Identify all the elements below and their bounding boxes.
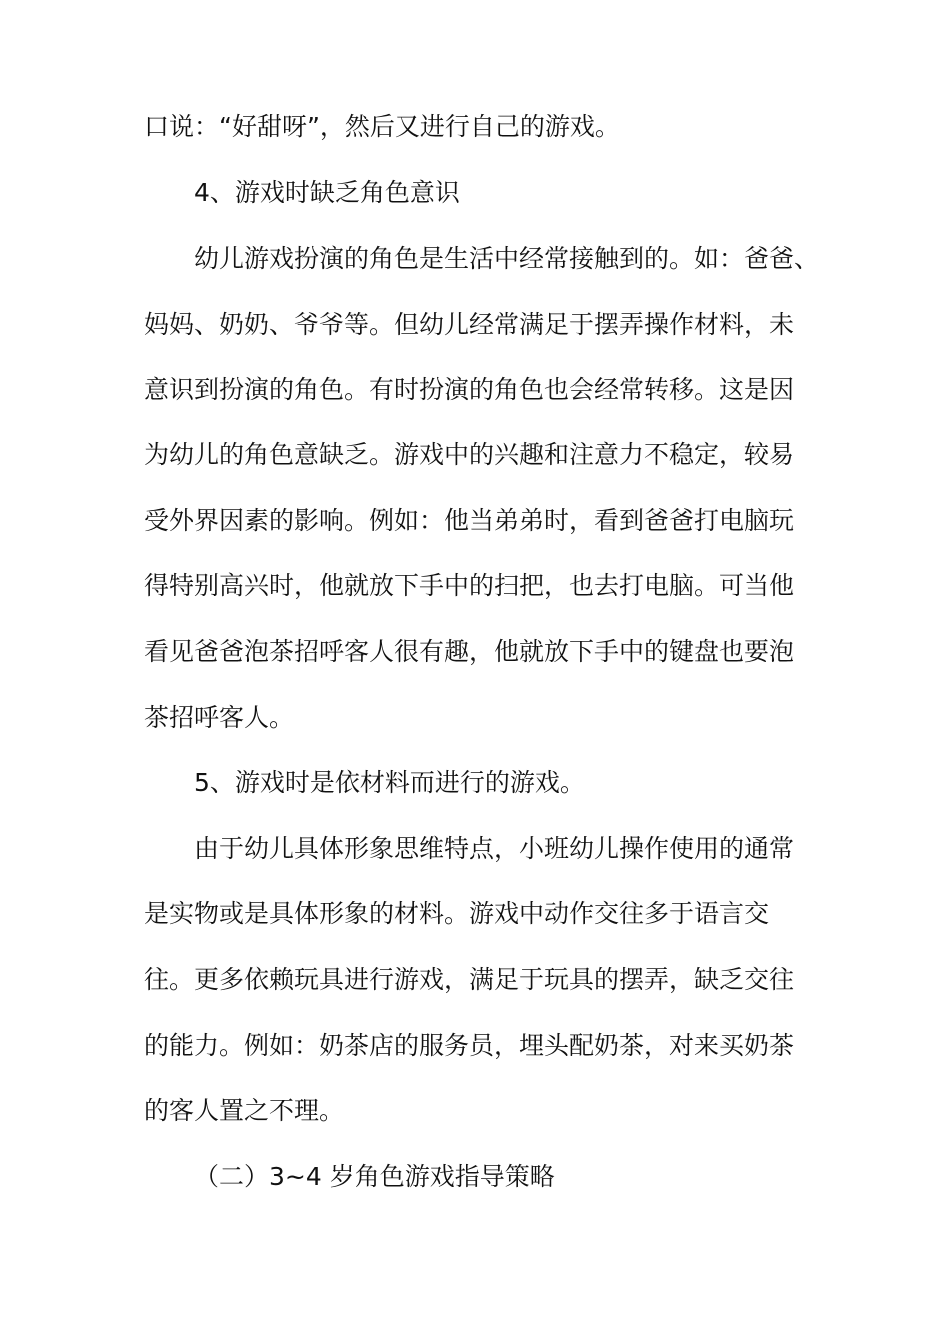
paragraph-line: 幼儿游戏扮演的角色是生活中经常接触到的。如：爸爸、 [194,244,820,273]
paragraph-line: 往。更多依赖玩具进行游戏，满足于玩具的摆弄，缺乏交往 [144,965,795,994]
paragraph-line: 的能力。例如：奶茶店的服务员，埋头配奶茶，对来买奶茶 [144,1031,795,1060]
section-heading: 4、游戏时缺乏角色意识 [194,178,460,207]
paragraph-line: 为幼儿的角色意缺乏。游戏中的兴趣和注意力不稳定，较易 [144,440,795,469]
paragraph-line: 的客人置之不理。 [144,1096,345,1125]
paragraph-line: 看见爸爸泡茶招呼客人很有趣，他就放下手中的键盘也要泡 [144,637,795,666]
paragraph-line: 受外界因素的影响。例如：他当弟弟时，看到爸爸打电脑玩 [144,506,795,535]
paragraph-line: 口说：“好甜呀”，然后又进行自己的游戏。 [144,112,620,141]
paragraph-line: 意识到扮演的角色。有时扮演的角色也会经常转移。这是因 [144,375,795,404]
paragraph-line: 由于幼儿具体形象思维特点，小班幼儿操作使用的通常 [194,834,795,863]
paragraph-line: 得特别高兴时，他就放下手中的扫把，也去打电脑。可当他 [144,571,795,600]
paragraph-line: 妈妈、奶奶、爷爷等。但幼儿经常满足于摆弄操作材料，未 [144,310,795,339]
paragraph-line: 茶招呼客人。 [144,703,295,732]
section-heading: 5、游戏时是依材料而进行的游戏。 [194,768,585,797]
paragraph-line: 是实物或是具体形象的材料。游戏中动作交往多于语言交 [144,899,770,928]
section-heading: （二）3~4 岁角色游戏指导策略 [194,1162,555,1191]
